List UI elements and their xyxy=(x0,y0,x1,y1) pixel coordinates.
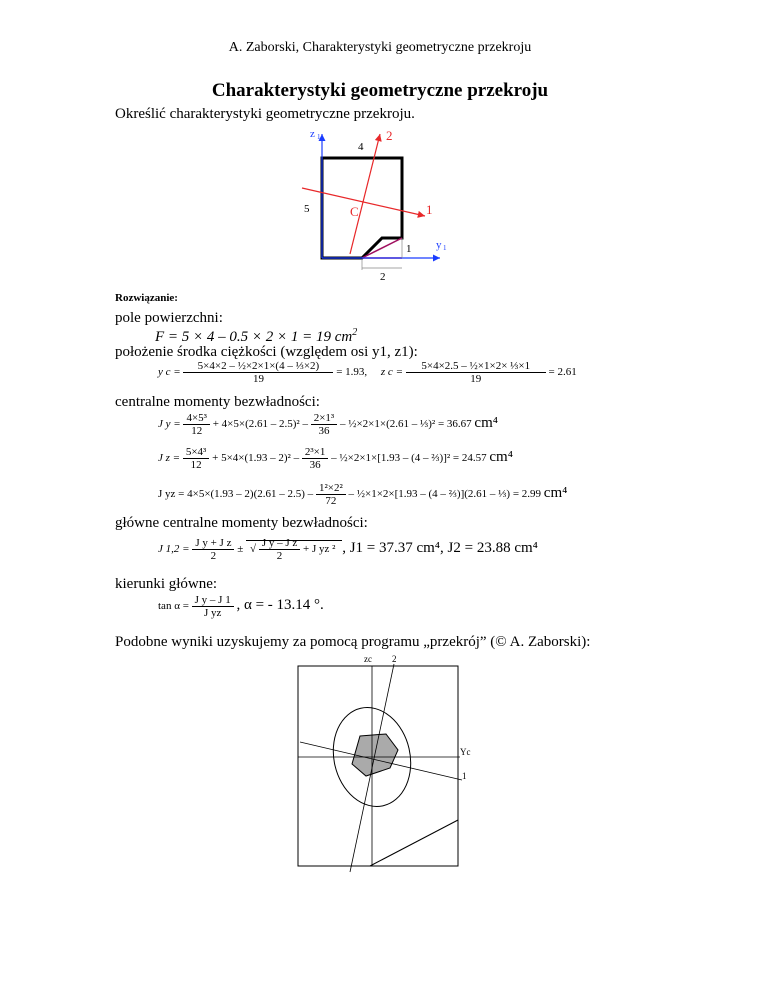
zc-value: = 2.61 xyxy=(548,366,577,379)
directions-result: , α = - 13.14 °. xyxy=(236,597,324,614)
dim-top: 4 xyxy=(358,141,364,153)
label-yc: Yc xyxy=(460,747,471,757)
principal-rest: + J yz ² xyxy=(303,543,336,556)
label-axis-1: 1 xyxy=(426,202,433,217)
label-centroid: C xyxy=(350,204,359,219)
yc-lhs: y c = xyxy=(158,366,181,379)
dim-notch-w: 2 xyxy=(380,271,386,280)
jz-frac2-num: 2³×1 xyxy=(302,446,329,459)
principal-lhs: J 1,2 = xyxy=(158,543,190,556)
jy-lhs: J y = xyxy=(158,418,181,431)
label-z1: z xyxy=(310,128,315,140)
notch-edge xyxy=(362,238,402,258)
principal-frac1-num: J y + J z xyxy=(192,537,234,550)
jz-frac2-den: 36 xyxy=(309,459,321,471)
jz-mid: + 5×4×(1.93 – 2)² – xyxy=(212,452,300,465)
moments-label: centralne momenty bezwładności: xyxy=(115,394,320,410)
jyz-tail: – ½×1×2×[1.93 – (4 – ⅔)](2.61 – ⅓) = 2.99 xyxy=(348,488,542,501)
principal-axis-1 xyxy=(302,188,425,216)
principal-frac2-den: 2 xyxy=(276,550,283,562)
label-axis-2: 2 xyxy=(386,128,393,143)
jy-frac2-den: 36 xyxy=(318,425,330,437)
principal-axis-2 xyxy=(350,134,380,254)
label-zc: zc xyxy=(364,654,372,664)
directions-lhs: tan α = xyxy=(158,600,189,613)
jyz-unit: cm⁴ xyxy=(543,485,568,502)
directions-den: J yz xyxy=(203,607,222,619)
dim-notch-h: 1 xyxy=(406,243,412,255)
directions-formula xyxy=(158,594,324,619)
yc-value: = 1.93, xyxy=(336,366,368,379)
principal-result: , J1 = 37.37 cm⁴, J2 = 23.88 cm⁴ xyxy=(342,540,538,557)
label-y1: y xyxy=(436,239,442,251)
zc-lhs: z c = xyxy=(380,366,403,379)
zc-denominator: 19 xyxy=(470,373,482,385)
jz-frac1-num: 5×4³ xyxy=(183,446,210,459)
yc-denominator: 19 xyxy=(252,373,264,385)
jy-formula xyxy=(158,412,498,437)
page-header: A. Zaborski, Charakterystyki geometryczne przekroju xyxy=(228,40,532,55)
jz-unit: cm⁴ xyxy=(489,449,513,466)
label-2: 2 xyxy=(392,654,397,664)
jy-frac2-num: 2×1³ xyxy=(311,412,338,425)
label-y1-sub: 1 xyxy=(443,244,447,252)
jz-formula xyxy=(158,446,513,471)
principal-frac1-den: 2 xyxy=(210,550,217,562)
program-figure xyxy=(290,652,490,882)
dim-left: 5 xyxy=(304,203,310,215)
principal-pm: ± xyxy=(237,543,244,556)
jyz-lhs: J yz = 4×5×(1.93 – 2)(2.61 – 2.5) – xyxy=(158,488,314,501)
jy-tail: – ½×2×1×(2.61 – ⅓)² = 36.67 xyxy=(339,418,472,431)
directions-label: kierunki główne: xyxy=(115,576,218,592)
centroid-formulas xyxy=(158,360,577,385)
frame-diag xyxy=(370,820,458,866)
area-formula-text: F = 5 × 4 – 0.5 × 2 × 1 = 19 cm xyxy=(155,329,353,345)
jz-tail: – ½×2×1×[1.93 – (4 – ⅔)]² = 24.57 xyxy=(331,452,487,465)
jy-frac1-den: 12 xyxy=(191,425,203,437)
label-z1-sub: 1 xyxy=(317,133,321,141)
jz-lhs: J z = xyxy=(158,452,181,465)
jz-frac1-den: 12 xyxy=(190,459,202,471)
principal-formula: J 1,2 = $\frac{\text{J y + J z}}{2}$ ± √ $\frac{\text{J y – J z}}{2}$ + J yz ² , J1 = 37.37 cm⁴, J2 = 23.88 cm⁴ xyxy=(158,537,538,562)
area-unit-exp: 2 xyxy=(352,327,358,338)
centroid-label: położenie środka ciężkości (względem osi y1, z1): xyxy=(115,344,418,360)
directions-num: J y – J 1 xyxy=(192,594,234,607)
solution-heading: Rozwiązanie: xyxy=(115,292,178,304)
page-title: Charakterystyki geometryczne przekroju xyxy=(211,80,549,101)
principal-frac2-num: J y – J z xyxy=(259,537,300,550)
yc-numerator: 5×4×2 – ½×2×1×(4 – ⅓×2) xyxy=(183,360,333,373)
principal-label: główne centralne momenty bezwładności: xyxy=(115,515,368,531)
jy-frac1-num: 4×5³ xyxy=(183,412,210,425)
jyz-formula xyxy=(158,482,567,507)
jy-mid: + 4×5×(2.61 – 2.5)² – xyxy=(212,418,308,431)
jyz-frac-den: 72 xyxy=(325,495,337,507)
problem-statement: Określić charakterystyki geometryczne przekroju. xyxy=(115,106,415,122)
program-note: Podobne wyniki uzyskujemy za pomocą programu „przekrój” (© A. Zaborski): xyxy=(115,634,591,650)
section-diagram xyxy=(280,120,460,280)
zc-numerator: 5×4×2.5 – ½×1×2× ⅓×1 xyxy=(406,360,546,373)
jy-unit: cm⁴ xyxy=(474,415,498,432)
jyz-frac-num: 1²×2² xyxy=(316,482,346,495)
label-1: 1 xyxy=(462,771,467,781)
area-label: pole powierzchni: xyxy=(115,310,223,326)
